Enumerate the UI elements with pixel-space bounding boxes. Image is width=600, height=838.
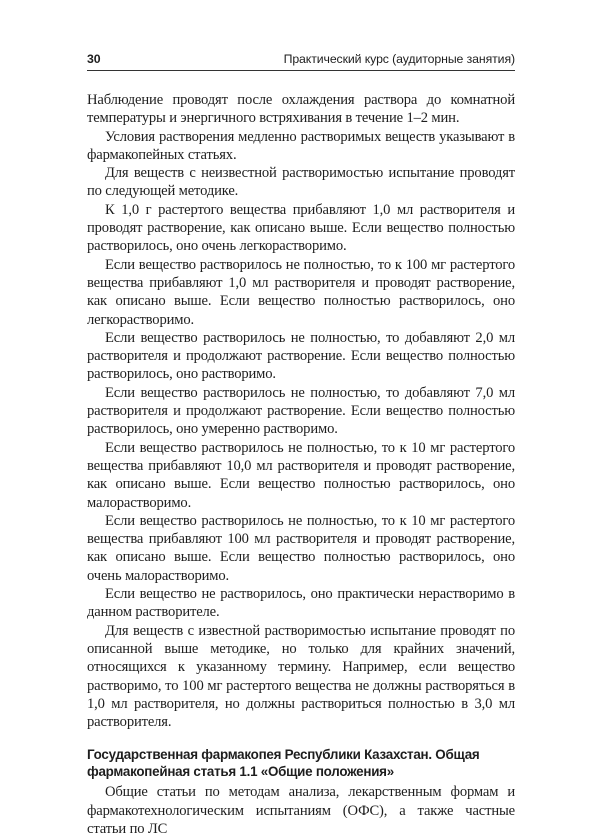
paragraph: К 1,0 г растертого вещества прибавляют 1,0 мл растворителя и проводят растворение, как описано выше. Если вещество полностью растворилось, оно очень легкорастворимо. xyxy=(87,201,515,255)
running-header xyxy=(87,52,515,71)
section-heading: Государственная фармакопея Республики Казахстан. Общая фармакопейная статья 1.1 «Общие положения» xyxy=(87,747,480,779)
paragraph: Для веществ с известной растворимостью испытание проводят по описанной выше методике, но только для крайних значений, относящихся к указанному термину. Например, если вещество растворимо, то 100 мг растертого вещества не должны растворяться в 1,0 мл растворителя, но должны раствориться полностью в 3,0 мл растворителя. xyxy=(87,622,515,731)
paragraph: Если вещество не растворилось, оно практически нерастворимо в данном растворителе. xyxy=(87,586,515,621)
paragraph: Если вещество растворилось не полностью, то к 10 мг растертого вещества прибавляют 10,0 мл растворителя и проводят растворение, как описано выше. Если вещество полностью растворилось, оно малорастворимо. xyxy=(87,439,515,511)
paragraph: Если вещество растворилось не полностью, то добавляют 2,0 мл растворителя и продолжают растворение. Если вещество полностью растворилось, оно растворимо. xyxy=(87,329,515,383)
body-text xyxy=(87,91,515,838)
paragraph: Если вещество растворилось не полностью, то к 10 мг растертого вещества прибавляют 100 мл растворителя и проводят растворение, как описано выше. Если вещество полностью растворилось, оно очень малорастворимо. xyxy=(87,512,515,584)
paragraph: Если вещество растворилось не полностью, то добавляют 7,0 мл растворителя и продолжают растворение. Если вещество полностью растворилось, оно умеренно растворимо. xyxy=(87,384,515,438)
paragraph: Для веществ с неизвестной растворимостью испытание проводят по следующей методике. xyxy=(87,165,515,200)
running-title: Практический курс (аудиторные занятия) xyxy=(283,52,515,66)
paragraph: Наблюдение проводят после охлаждения раствора до комнатной температуры и энергичного встряхивания в течение 1–2 мин. xyxy=(87,92,515,127)
paragraph: Если вещество растворилось не полностью, то к 100 мг растертого вещества прибавляют 1,0 мл растворителя и проводят растворение, как описано выше. Если вещество полностью растворилось, оно легкорастворимо. xyxy=(87,256,515,328)
book-page xyxy=(87,52,515,838)
paragraph: Условия растворения медленно растворимых веществ указывают в фармакопейных статьях. xyxy=(87,128,515,163)
page-number: 30 xyxy=(87,52,101,66)
section-paragraph: Общие статьи по методам анализа, лекарственным формам и фармакотехнологическим испытаниям (ОФС), а также частные статьи по ЛС xyxy=(87,784,515,837)
